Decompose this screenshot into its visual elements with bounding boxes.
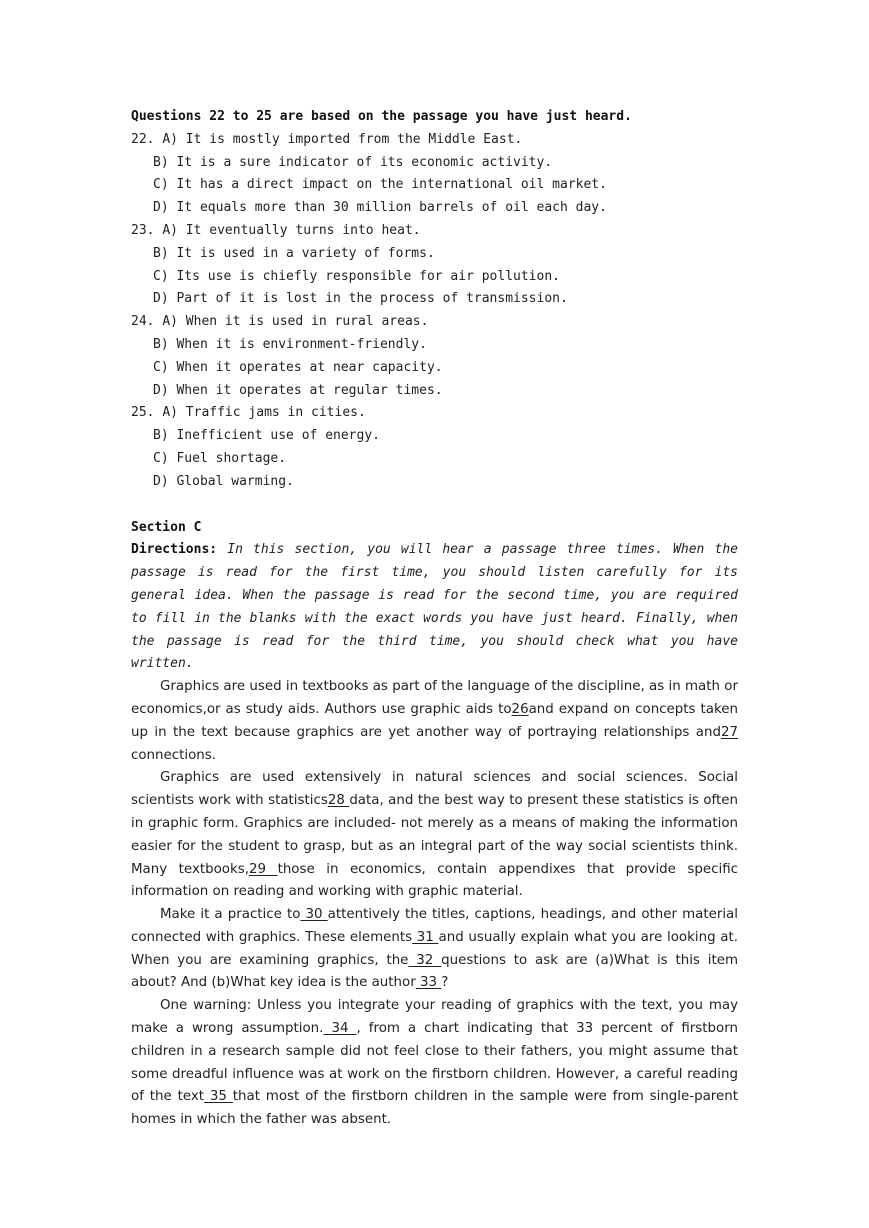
passage-paragraph [131,995,738,1132]
answer-blank: 30 [300,907,328,923]
question-option [131,243,738,266]
option-letter: D) [153,473,169,489]
option-letter: C) [153,450,169,466]
question-option [131,266,738,289]
option-letter: A) [162,405,178,421]
passage-text: attentively the titles, captions, headings, and other material connected with graphics. These elements [131,907,738,945]
option-letter: B) [153,336,169,352]
passage [131,676,738,1132]
option-letter: C) [153,177,169,193]
question-option [131,425,738,448]
passage-paragraph [131,676,738,767]
answer-blank: 34 [323,1021,357,1037]
option-text: Its use is chiefly responsible for air pollution. [176,268,560,284]
question-option [131,448,738,471]
question-option [131,174,738,197]
answer-blank: 28 [327,793,350,809]
answer-blank: 32 [408,952,442,968]
passage-text: Graphics are used in textbooks as part of the language of the discipline, as in math or economics,or as study aids. Authors use graphic aids to [131,679,738,717]
question-first-option [131,129,738,152]
answer-blank: 27 [720,724,738,740]
question-number: 23. [131,222,155,238]
option-text: When it operates at regular times. [176,382,443,398]
option-text: It is a sure indicator of its economic activity. [176,154,553,170]
option-letter: C) [153,268,169,284]
option-letter: D) [153,382,169,398]
question-first-option [131,220,738,243]
passage-text: One warning: Unless you integrate your reading of graphics with the text, you may make a wrong assumption. [131,998,738,1037]
passage-text: Graphics are used extensively in natural sciences and social sciences. Social scientists work with statistics [131,770,738,809]
option-letter: D) [153,291,169,307]
document-page [131,106,738,1132]
option-letter: C) [153,359,169,375]
directions-label: Directions: [131,542,218,558]
passage-paragraph [131,904,738,995]
option-letter: B) [153,428,169,444]
passage-text: Make it a practice to [160,907,301,923]
option-text: It has a direct impact on the international oil market. [176,177,607,193]
passage-text: and usually explain what you are looking at. When you are examining graphics, the [131,929,738,968]
passage-text: data, and the best way to present these statistics is often in graphic form. Graphics are included- not merely as a means of making the information easier for the student to grasp, but as an integral part of the way social scientists think. Many textbooks, [131,793,739,877]
answer-blank: 29 [249,861,278,877]
answer-blank: 35 [204,1089,233,1105]
question-option [131,197,738,220]
option-text: Global warming. [176,473,294,489]
passage-text: connections. [131,747,217,763]
question-option [131,334,738,357]
question-number: 22. [131,131,155,147]
option-text: It is used in a variety of forms. [176,245,435,261]
directions [131,539,738,676]
option-letter: D) [153,200,169,216]
option-letter: B) [153,245,169,261]
answer-blank: 33 [415,975,442,991]
passage-text: and expand on concepts taken up in the text because graphics are yet another way of portraying relationships and [131,701,738,740]
question-option [131,152,738,175]
option-text: It equals more than 30 million barrels of oil each day. [176,200,607,216]
directions-text: In this section, you will hear a passage three times. When the passage is read for the first time, you should listen carefully for its general idea. When the passage is read for the second time, you are required to fill in the blanks with the exact words you have just heard. Finally, when the passage is read for the third time, you should check what you have written. [131,542,738,672]
option-text: When it operates at near capacity. [176,359,443,375]
option-letter: B) [153,154,169,170]
option-text: Fuel shortage. [176,450,287,466]
option-letter: A) [162,314,178,330]
question-option [131,288,738,311]
questions-heading: Questions 22 to 25 are based on the passage you have just heard. [131,109,632,124]
option-letter: A) [162,222,178,238]
answer-blank: 31 [412,929,439,945]
question-first-option [131,311,738,334]
passage-text: questions to ask are (a)What is this item about? And (b)What key idea is the author [131,952,738,991]
question-option [131,380,738,403]
question-first-option [131,402,738,425]
question-number: 25. [131,405,155,421]
question-option [131,357,738,380]
question-option [131,471,738,494]
option-letter: A) [162,131,178,147]
option-text: Traffic jams in cities. [185,405,366,421]
section-title: Section C [131,519,202,535]
answer-blank: 26 [511,701,529,717]
section-gap [131,494,738,517]
question-list [131,129,738,494]
passage-text: , from a chart indicating that 33 percent of firstborn children in a research sample did not feel close to their fathers, you might assume that some dreadful influence was at work on the firstborn children. However, a careful reading of the text [131,1021,738,1105]
option-text: When it is used in rural areas. [185,314,429,330]
option-text: Part of it is lost in the process of transmission. [176,291,568,307]
passage-paragraph [131,767,738,904]
passage-text: those in economics, contain appendixes that provide specific information on reading and working with graphic material. [131,861,739,900]
option-text: It eventually turns into heat. [185,222,421,238]
passage-text: that most of the firstborn children in the sample were from single-parent homes in which the father was absent. [131,1089,738,1128]
option-text: Inefficient use of energy. [176,428,380,444]
option-text: When it is environment-friendly. [176,336,427,352]
option-text: It is mostly imported from the Middle East. [185,131,523,147]
passage-text: ? [441,975,449,991]
question-number: 24. [131,314,155,330]
